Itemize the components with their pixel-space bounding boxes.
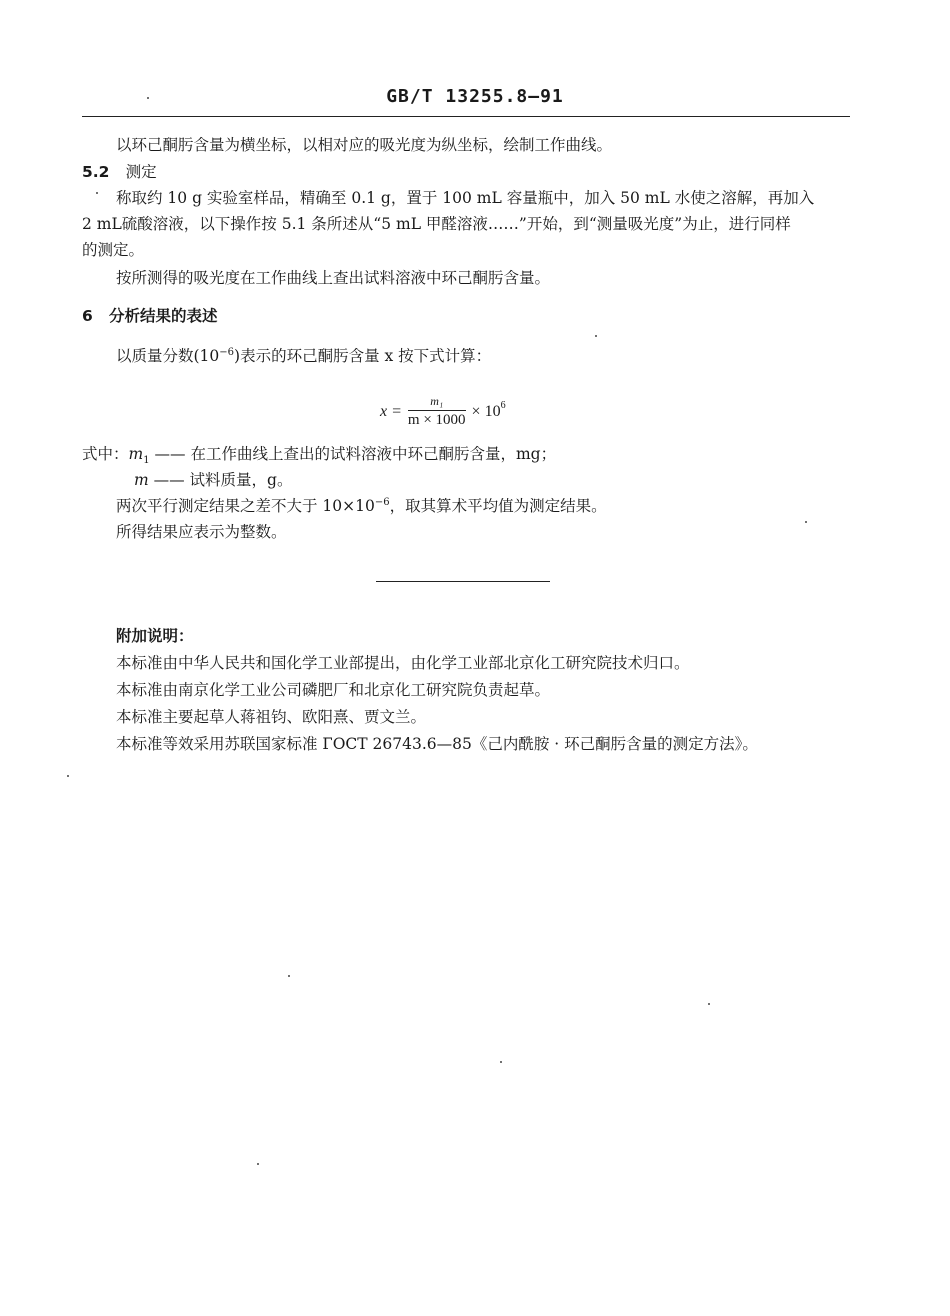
where-m: m —— 试料质量，g。	[134, 471, 293, 489]
formula-exponent: 6	[500, 400, 506, 411]
paragraph-working-curve: 以环己酮肟含量为横坐标，以相对应的吸光度为纵坐标，绘制工作曲线。	[116, 136, 613, 154]
scan-speck	[595, 335, 597, 337]
appendix-line-2: 本标准由南京化学工业公司磷肥厂和北京化工研究院负责起草。	[116, 681, 551, 699]
measurement-line-1: 称取约 10 g 实验室样品，精确至 0.1 g，置于 100 mL 容量瓶中，加入 50 mL 水使之溶解，再加入	[116, 189, 815, 207]
header-rule	[82, 116, 850, 117]
section-title: 测定	[125, 163, 157, 181]
formula-fraction	[408, 394, 466, 429]
end-separator	[376, 581, 550, 582]
scan-speck	[96, 192, 98, 194]
where-m1: 式中：$m_1$ —— 在工作曲线上查出的试料溶液中环己酮肟含量，mg；	[82, 445, 557, 467]
tolerance-line: 两次平行测定结果之差不大于 $10\times 10^{-6}$，取其算术平均值为测定结果。	[116, 496, 607, 515]
appendix-title: 附加说明：	[116, 627, 194, 645]
section-title: 分析结果的表述	[109, 307, 218, 325]
scan-speck	[288, 975, 290, 977]
calculation-intro: 以质量分数$(10^{-6})$表示的环己酮肟含量 x 按下式计算：	[116, 346, 492, 365]
formula-lhs: x =	[380, 402, 402, 420]
section-number: 5.2	[82, 163, 110, 181]
section-6-heading	[82, 304, 218, 326]
scan-speck	[257, 1163, 259, 1165]
measurement-line-3: 的测定。	[82, 241, 145, 259]
section-number: 6	[82, 307, 93, 325]
measurement-line-2: 2 mL硫酸溶液，以下操作按 5.1 条所述从“5 mL 甲醛溶液……”开始，到“测量吸光度”为止，进行同样	[82, 215, 791, 233]
scan-speck	[147, 97, 149, 99]
appendix-line-4: 本标准等效采用苏联国家标准 ГОСТ 26743.6—85《己内酰胺 · 环己酮肟含量的测定方法》。	[116, 735, 758, 753]
integer-line: 所得结果应表示为整数。	[116, 523, 287, 541]
measurement-result-line: 按所测得的吸光度在工作曲线上查出试料溶液中环己酮肟含量。	[116, 269, 551, 287]
scan-speck	[805, 521, 807, 523]
formula-denominator: m × 1000	[407, 412, 466, 428]
formula	[380, 394, 506, 429]
formula-numerator: m₁	[430, 394, 444, 408]
section-5-2-heading	[82, 160, 157, 182]
appendix-line-3: 本标准主要起草人蒋祖钧、欧阳熹、贾文兰。	[116, 708, 427, 726]
scan-speck	[500, 1061, 502, 1063]
standard-code: GB/T 13255.8—91	[386, 86, 564, 107]
formula-multiplier: × 10	[471, 402, 501, 420]
appendix-line-1: 本标准由中华人民共和国化学工业部提出，由化学工业部北京化工研究院技术归口。	[116, 654, 690, 672]
scan-speck	[708, 1003, 710, 1005]
scan-speck	[67, 775, 69, 777]
